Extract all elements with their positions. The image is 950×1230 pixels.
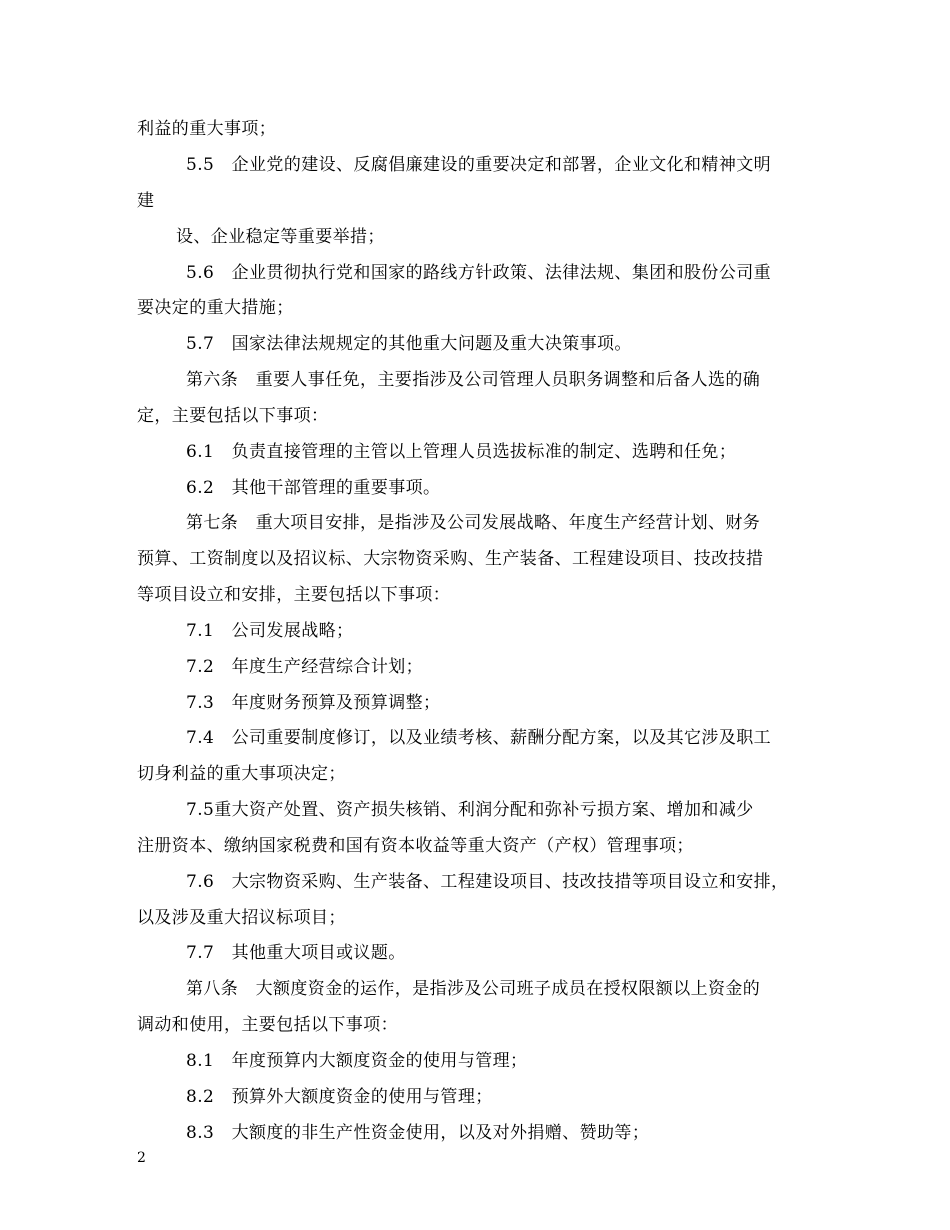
text-line: 以及涉及重大招议标项目； <box>137 908 346 928</box>
text-line: 5.6 企业贯彻执行党和国家的路线方针政策、法律法规、集团和股份公司重 <box>186 263 772 283</box>
text-line: 第八条 大额度资金的运作，是指涉及公司班子成员在授权限额以上资金的 <box>186 979 761 999</box>
text-line: 7.3 年度财务预算及预算调整； <box>186 693 441 713</box>
text-line: 调动和使用，主要包括以下事项： <box>137 1015 398 1035</box>
text-line: 8.1 年度预算内大额度资金的使用与管理； <box>186 1051 528 1071</box>
text-line: 建 <box>137 191 155 211</box>
text-line: 7.6 大宗物资采购、生产装备、工程建设项目、技改技措等项目设立和安排， <box>186 872 789 892</box>
page-number: 2 <box>137 1150 146 1166</box>
text-line: 设、企业稳定等重要举措； <box>176 227 385 247</box>
text-line: 5.5 企业党的建设、反腐倡廉建设的重要决定和部署，企业文化和精神文明 <box>186 155 772 175</box>
text-line: 等项目设立和安排，主要包括以下事项： <box>137 585 451 605</box>
text-line: 8.2 预算外大额度资金的使用与管理； <box>186 1087 493 1107</box>
text-line: 利益的重大事项； <box>137 119 277 139</box>
text-line: 预算、工资制度以及招议标、大宗物资采购、生产装备、工程建设项目、技改技措 <box>137 549 764 569</box>
text-line: 第七条 重大项目安排，是指涉及公司发展战略、年度生产经营计划、财务 <box>186 513 761 533</box>
text-line: 7.4 公司重要制度修订，以及业绩考核、薪酬分配方案，以及其它涉及职工 <box>186 728 772 748</box>
text-line: 6.1 负责直接管理的主管以上管理人员选拔标准的制定、选聘和任免； <box>186 442 737 462</box>
text-line: 5.7 国家法律法规规定的其他重大问题及重大决策事项。 <box>186 334 632 354</box>
text-line: 7.7 其他重大项目或议题。 <box>186 943 406 963</box>
text-line: 切身利益的重大事项决定； <box>137 764 346 784</box>
text-line: 注册资本、缴纳国家税费和国有资本收益等重大资产（产权）管理事项； <box>137 836 694 856</box>
text-line: 第六条 重要人事任免，主要指涉及公司管理人员职务调整和后备人选的确 <box>186 370 761 390</box>
text-line: 7.2 年度生产经营综合计划； <box>186 657 424 677</box>
text-line: 6.2 其他干部管理的重要事项。 <box>186 478 441 498</box>
text-line: 要决定的重大措施； <box>137 298 294 318</box>
text-line: 7.5重大资产处置、资产损失核销、利润分配和弥补亏损方案、增加和减少 <box>186 800 754 820</box>
text-line: 7.1 公司发展战略； <box>186 621 354 641</box>
text-line: 8.3 大额度的非生产性资金使用，以及对外捐赠、赞助等； <box>186 1123 650 1143</box>
text-line: 定，主要包括以下事项： <box>137 406 329 426</box>
